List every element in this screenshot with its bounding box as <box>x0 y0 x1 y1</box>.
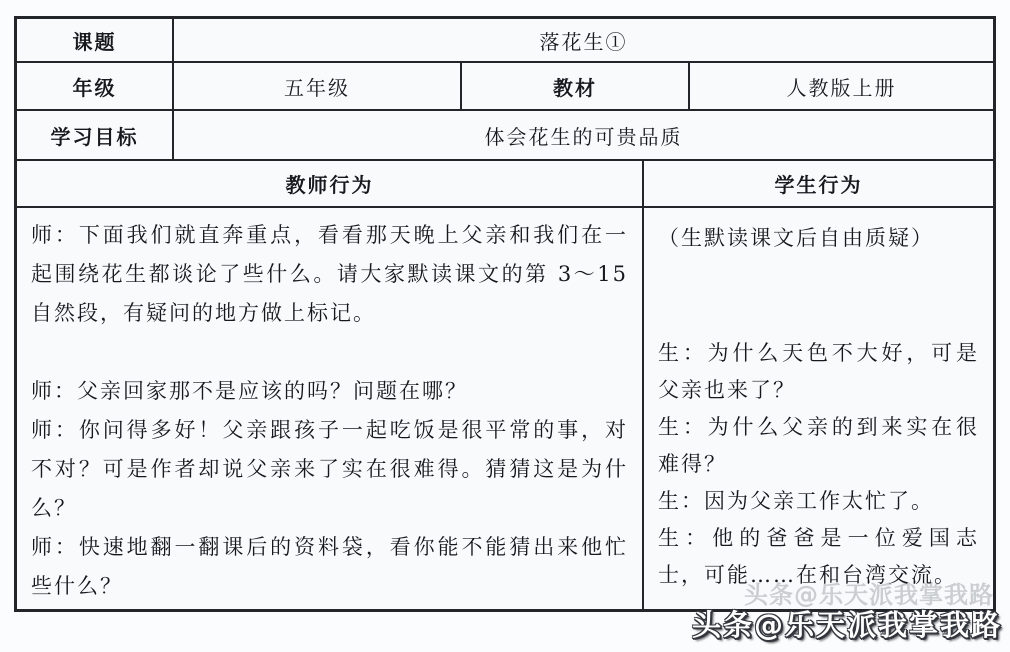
watermark-echo-text: 头条@乐天派我掌我路 <box>744 581 994 609</box>
student-header-cell <box>644 161 993 206</box>
watermark-text: 头条@乐天派我掌我路 <box>691 608 1002 642</box>
table-row-content <box>17 208 993 609</box>
teacher-header-cell <box>17 161 644 206</box>
student-paragraph: 生：因为父亲工作太忙了。 <box>658 489 934 513</box>
textbook-value-cell <box>690 63 993 109</box>
textbook-value: 人教版上册 <box>786 75 897 100</box>
textbook-label-cell <box>462 63 690 109</box>
student-paragraph: 生：为什么父亲的到来实在很难得？ <box>658 415 979 476</box>
teacher-paragraph: 师：下面我们就直奔重点，看看那天晚上父亲和我们在一起围绕花生都谈论了些什么。请大家默读课文的第 3～15 自然段，有疑问的地方做上标记。 <box>31 223 628 325</box>
objective-value: 体会花生的可贵品质 <box>484 124 683 149</box>
teacher-content-cell <box>17 208 644 609</box>
topic-label-cell <box>17 19 174 61</box>
objective-value-cell <box>174 111 993 159</box>
table-row-grade-textbook <box>17 63 993 111</box>
grade-label: 年级 <box>72 75 117 100</box>
student-paragraph: （生默读课文后自由质疑） <box>658 226 934 250</box>
textbook-label: 教材 <box>553 75 597 100</box>
topic-value: 落花生① <box>539 29 628 54</box>
objective-label: 学习目标 <box>50 124 139 149</box>
student-column-header: 学生行为 <box>774 173 863 197</box>
teacher-paragraph: 师：快速地翻一翻课后的资料袋，看你能不能猜出来他忙些什么？ <box>31 535 628 598</box>
teacher-paragraph: 师：父亲回家那不是应该的吗？问题在哪？ <box>31 379 468 403</box>
student-content-cell <box>644 208 993 609</box>
student-paragraph: 生：为什么天色不大好，可是父亲也来了？ <box>658 341 979 402</box>
objective-label-cell <box>17 111 174 159</box>
lesson-plan-table <box>14 16 996 612</box>
teacher-paragraph: 师：你问得多好！父亲跟孩子一起吃饭是很平常的事，对不对？可是作者却说父亲来了实在很难得。猜猜这是为什么？ <box>31 418 628 520</box>
topic-label: 课题 <box>72 29 117 54</box>
teacher-column-header: 教师行为 <box>285 173 374 197</box>
grade-label-cell <box>17 63 174 109</box>
table-row-topic <box>17 19 993 63</box>
table-row-column-headers <box>17 161 993 208</box>
student-paragraph: 生：他的爸爸是一位爱国志士，可能……在和台湾交流。 <box>658 526 979 587</box>
table-row-objective <box>17 111 993 161</box>
topic-value-cell <box>174 19 993 61</box>
grade-value-cell <box>174 63 462 109</box>
grade-value: 五年级 <box>284 75 350 100</box>
